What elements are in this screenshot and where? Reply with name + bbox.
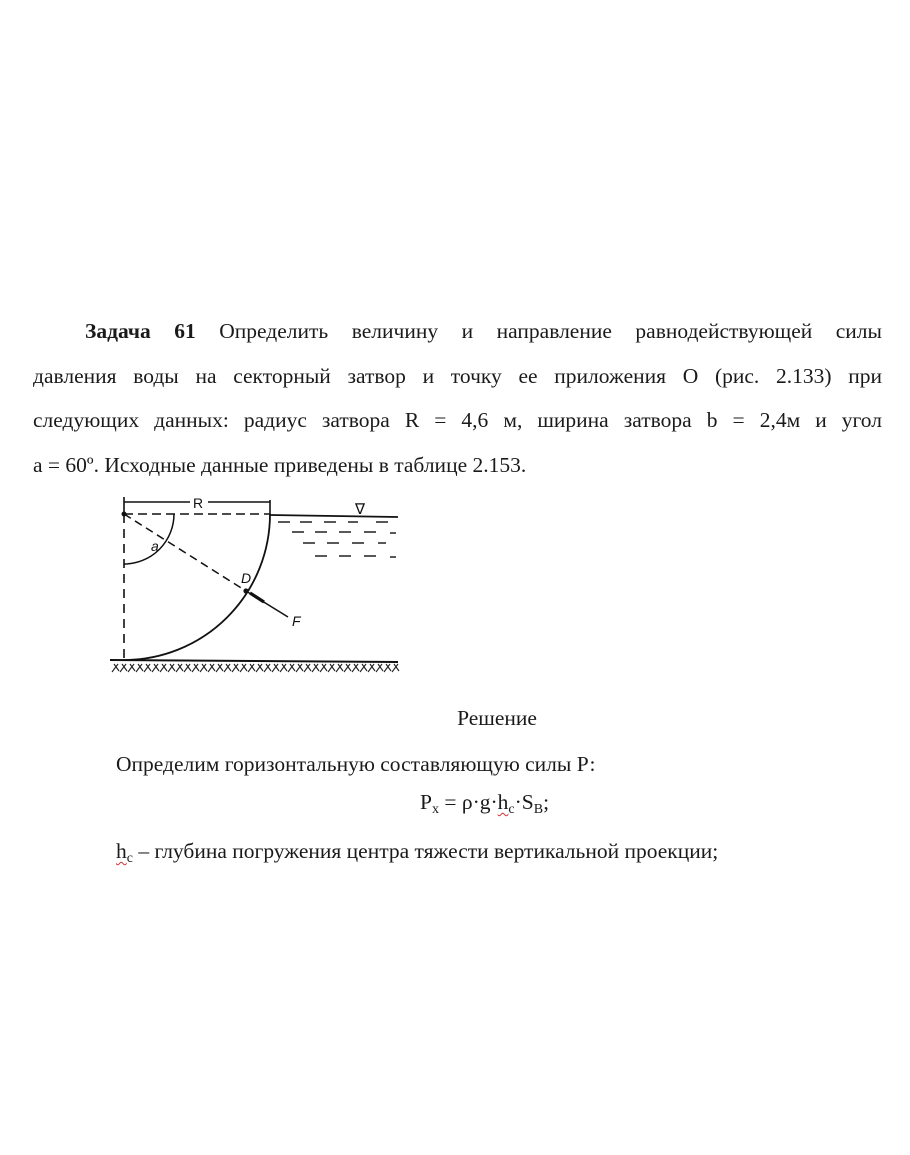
ground-line: [110, 660, 398, 662]
problem-line-1: Задача 61 Определить величину и направление равнодействующей силы: [85, 319, 882, 343]
solution-heading: Решение: [457, 706, 537, 730]
problem-line-3: следующих данных: радиус затвора R = 4,6 м, ширина затвора b = 2,4м и угол: [33, 408, 882, 433]
gate-arc: [124, 514, 270, 660]
force-arrow-head: [250, 593, 264, 602]
problem-title: Задача 61: [85, 319, 196, 343]
radial-dashed-line: [124, 514, 246, 591]
ground-hatch: [112, 664, 399, 672]
sector-gate-figure: [100, 490, 410, 685]
water-level-symbol: ∇: [355, 500, 366, 518]
angle-arc: [124, 514, 174, 564]
problem-line-4: a = 60º. Исходные данные приведены в таблице 2.153.: [33, 452, 527, 477]
hc-definition-symbol: hc: [116, 839, 133, 866]
water-hatch: [278, 522, 396, 557]
hc-symbol: hc: [497, 790, 515, 817]
water-surface-line: [270, 515, 398, 517]
hc-definition: hc – глубина погружения центра тяжести вертикальной проекции;: [116, 839, 719, 866]
angle-label: a: [151, 538, 159, 554]
point-d: [243, 588, 248, 593]
formula-px: Px = ρ·g·hc·SB;: [420, 790, 550, 817]
force-label: F: [292, 613, 301, 629]
problem-statement: [33, 309, 882, 487]
problem-line-2: давления воды на секторный затвор и точку ее приложения О (рис. 2.133) при: [33, 363, 882, 388]
point-d-label: D: [241, 570, 252, 586]
radius-label: R: [193, 495, 204, 511]
solution-intro: Определим горизонтальную составляющую силы Р:: [116, 752, 596, 776]
